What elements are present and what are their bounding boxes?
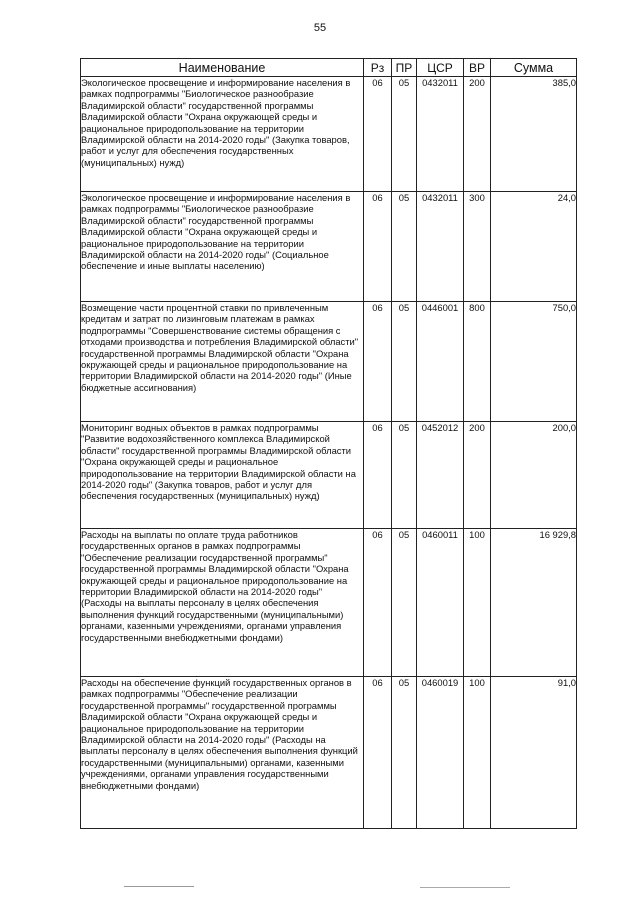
- row-vr: 300: [464, 192, 491, 302]
- row-vr: 100: [464, 677, 491, 829]
- row-sum: 750,0: [491, 302, 577, 422]
- row-pr: 05: [392, 77, 417, 192]
- table-row: [81, 192, 577, 302]
- scan-artifact-line: [420, 887, 510, 888]
- row-pr: 05: [392, 302, 417, 422]
- row-rz: 06: [364, 302, 392, 422]
- row-vr: 200: [464, 77, 491, 192]
- table-row: [81, 677, 577, 829]
- budget-table: [80, 58, 577, 829]
- row-pr: 05: [392, 529, 417, 677]
- row-sum: 200,0: [491, 422, 577, 529]
- row-csr: 0432011: [417, 77, 464, 192]
- row-name: Экологическое просвещение и информирование населения в рамках подпрограммы "Биологическое разнообразие Владимирской области" государственной программы Владимирской области "Охрана окружающей среды и рациональное природопользование на территории Владимирской области на 2014-2020 годы" (Закупка товаров, работ и услуг для обеспечения государственных (муниципальных) нужд): [81, 77, 364, 192]
- header-rz: Рз: [364, 59, 392, 77]
- row-name: Мониторинг водных объектов в рамках подпрограммы "Развитие водохозяйственного комплекса Владимирской области" государственной программы Владимирской области "Охрана окружающей среды и рациональное природопользование на территории Владимирской области на 2014-2020 годы" (Закупка товаров, работ и услуг для обеспечения государственных (муниципальных) нужд): [81, 422, 364, 529]
- row-name: Экологическое просвещение и информирование населения в рамках подпрограммы "Биологическое разнообразие Владимирской области" государственной программы Владимирской области "Охрана окружающей среды и рациональное природопользование на территории Владимирской области на 2014-2020 годы" (Социальное обеспечение и иные выплаты населению): [81, 192, 364, 302]
- header-name: Наименование: [81, 59, 364, 77]
- header-sum: Сумма: [491, 59, 577, 77]
- row-csr: 0432011: [417, 192, 464, 302]
- header-csr: ЦСР: [417, 59, 464, 77]
- header-vr: ВР: [464, 59, 491, 77]
- row-csr: 0460019: [417, 677, 464, 829]
- row-rz: 06: [364, 422, 392, 529]
- row-vr: 200: [464, 422, 491, 529]
- page-number: 55: [313, 22, 327, 34]
- row-rz: 06: [364, 677, 392, 829]
- table-row: [81, 529, 577, 677]
- row-vr: 100: [464, 529, 491, 677]
- row-sum: 91,0: [491, 677, 577, 829]
- row-rz: 06: [364, 77, 392, 192]
- table-header-row: [81, 59, 577, 77]
- row-sum: 16 929,8: [491, 529, 577, 677]
- row-pr: 05: [392, 677, 417, 829]
- row-sum: 385,0: [491, 77, 577, 192]
- row-csr: 0460011: [417, 529, 464, 677]
- header-pr: ПР: [392, 59, 417, 77]
- row-rz: 06: [364, 529, 392, 677]
- row-sum: 24,0: [491, 192, 577, 302]
- row-csr: 0452012: [417, 422, 464, 529]
- row-rz: 06: [364, 192, 392, 302]
- row-pr: 05: [392, 192, 417, 302]
- row-pr: 05: [392, 422, 417, 529]
- table-row: [81, 302, 577, 422]
- row-vr: 800: [464, 302, 491, 422]
- row-name: Возмещение части процентной ставки по привлеченным кредитам и затрат по лизинговым платежам в рамках подпрограммы "Совершенствование системы обращения с отходами производства и потребления Владимирской области" государственной программы Владимирской области "Охрана окружающей среды и рациональное природопользование на территории Владимирской области на 2014-2020 годы" (Иные бюджетные ассигнования): [81, 302, 364, 422]
- row-name: Расходы на обеспечение функций государственных органов в рамках подпрограммы "Обеспечение реализации государственной программы" государственной программы Владимирской области "Охрана окружающей среды и рациональное природопользование на территории Владимирской области на 2014-2020 годы" (Расходы на выплаты персоналу в целях обеспечения выполнения функций государственными (муниципальными) органами, казенными учреждениями, органами управления государственными внебюджетными фондами): [81, 677, 364, 829]
- row-csr: 0446001: [417, 302, 464, 422]
- scan-artifact-line: [124, 886, 194, 887]
- table-row: [81, 77, 577, 192]
- table-row: [81, 422, 577, 529]
- row-name: Расходы на выплаты по оплате труда работников государственных органов в рамках подпрограммы "Обеспечение реализации государственной программы" государственной программы Владимирской области "Охрана окружающей среды и рациональное природопользование на территории Владимирской области на 2014-2020 годы" (Расходы на выплаты персоналу в целях обеспечения выполнения функций государственными (муниципальными) органами, казенными учреждениями, органами управления государственными внебюджетными фондами): [81, 529, 364, 677]
